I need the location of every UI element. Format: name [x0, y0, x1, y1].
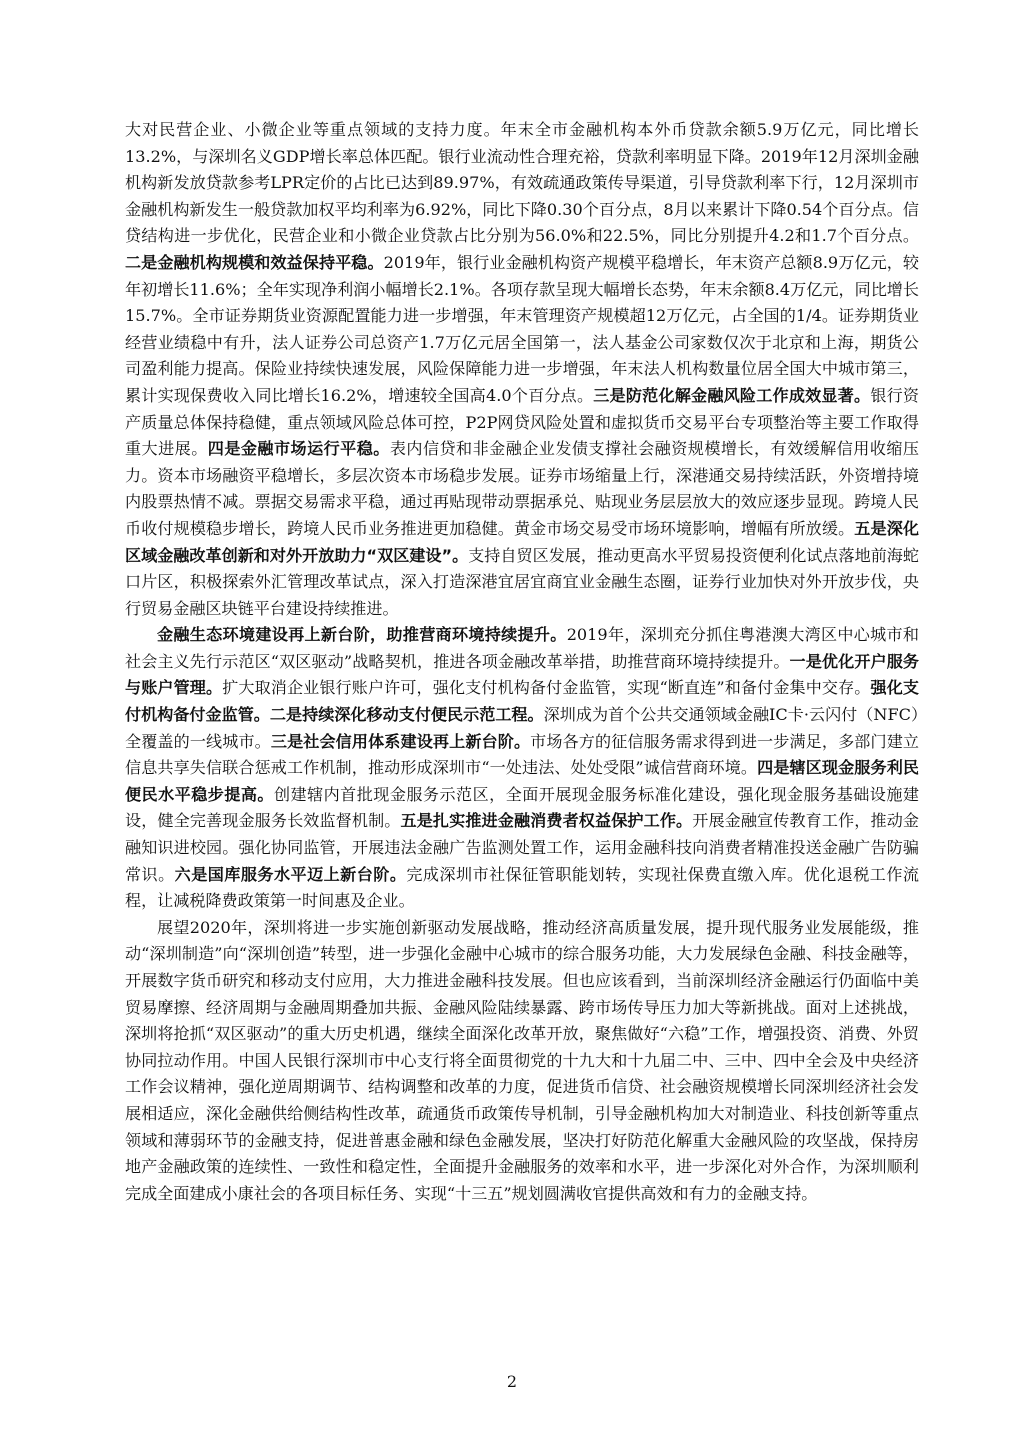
- body-text: [125, 117, 919, 1207]
- body-text-segment: 创建辖内首批现金服务示范区，全面开展现金服务标准化建设，强化现金服务基础设施建设，健全完善现金服务长效监督机制。: [125, 784, 920, 831]
- paragraph: [125, 915, 919, 1208]
- bold-heading-text: 三是社会信用体系建设再上新台阶。: [270, 731, 531, 751]
- bold-heading-text: 三是防范化解金融风险工作成效显著。: [593, 385, 871, 405]
- bold-heading-text: 二是金融机构规模和效益保持平稳。: [125, 252, 384, 272]
- body-text-segment: 银行资产质量总体保持稳健，重点领域风险总体可控，P2P网贷风险处置和虚拟货币交易平台专项整治等主要工作取得重大进展。: [125, 385, 919, 459]
- bold-heading-text: 五是扎实推进金融消费者权益保护工作。: [400, 811, 693, 831]
- bold-heading-text: 六是国库服务水平迈上新台阶。: [174, 864, 407, 884]
- body-text-segment: 市场各方的征信服务需求得到进一步满足，多部门建立信息共享失信联合惩戒工作机制，推动形成深圳市“一处违法、处处受限”诚信营商环境。: [125, 731, 920, 778]
- paragraph: [125, 117, 919, 622]
- body-text-segment: 支持自贸区发展，推动更高水平贸易投资便利化试点落地前海蛇口片区，积极探索外汇管理改革试点，深入打造深港宜居宜商宜业金融生态圈，证券行业加快对外开放步伐，央行贸易金融区块链平台建设持续推进。: [125, 545, 920, 618]
- body-text-segment: 展望2020年，深圳将进一步实施创新驱动发展战略，推动经济高质量发展，提升现代服务业发展能级，推动“深圳制造”向“深圳创造”转型，进一步强化金融中心城市的综合服务功能，大力发展绿色金融、科技金融等，开展数字货币研究和移动支付应用，大力推进金融科技发展。但也应该看到，当前深圳经济金融运行仍面临中美贸易摩擦、经济周期与金融周期叠加共振、金融风险陆续暴露、跨市场传导压力加大等新挑战。面对上述挑战，深圳将抢抓“双区驱动”的重大历史机遇，继续全面深化改革开放，聚焦做好“六稳”工作，增强投资、消费、外贸协同拉动作用。中国人民银行深圳市中心支行将全面贯彻党的十九大和十九届二中、三中、四中全会及中央经济工作会议精神，强化逆周期调节、结构调整和改革的力度，促进货币信贷、社会融资规模增长同深圳经济社会发展相适应，深化金融供给侧结构性改革，疏通货币政策传导机制，引导金融机构加大对制造业、科技创新等重点领域和薄弱环节的金融支持，促进普惠金融和绿色金融发展，坚决打好防范化解重大金融风险的攻坚战，保持房地产金融政策的连续性、一致性和稳定性，全面提升金融服务的效率和水平，进一步深化对外合作，为深圳顺利完成全面建成小康社会的各项目标任务、实现“十三五”规划圆满收官提供高效和有力的金融支持。: [125, 917, 919, 1203]
- body-text-segment: 表内信贷和非金融企业发债支撑社会融资规模增长，有效缓解信用收缩压力。资本市场融资平稳增长，多层次资本市场稳步发展。证券市场缩量上行，深港通交易持续活跃，外资增持境内股票热情不减。票据交易需求平稳，通过再贴现带动票据承兑、贴现业务层层放大的效应逐步显现。跨境人民币收付规模稳步增长，跨境人民币业务推进更加稳健。黄金市场交易受市场环境影响，增幅有所放缓。: [125, 439, 920, 538]
- body-text-segment: 扩大取消企业银行账户许可，强化支付机构备付金监管，实现“断直连”和备付金集中交存。: [222, 678, 871, 698]
- body-text-segment: 开展金融宣传教育工作，推动金融知识进校园。强化协同监管，开展违法金融广告监测处置工作，运用金融科技向消费者精准投送金融广告防骗常识。: [125, 811, 920, 884]
- body-text-segment: 2019年，银行业金融机构资产规模平稳增长，年末资产总额8.9万亿元，较年初增长11.6%；全年实现净利润小幅增长2.1%。各项存款呈现大幅增长态势，年末余额8.4万亿元，同比增长15.7%。全市证券期货业资源配置能力进一步增强，年末管理资产规模超12万亿元，占全国的1/4。证券期货业经营业绩稳中有升，法人证券公司总资产1.7万亿元居全国第一，法人基金公司家数仅次于北京和上海，期货公司盈利能力提高。保险业持续快速发展，风险保障能力进一步增强，年末法人机构数量位居全国大中城市第三，累计实现保费收入同比增长16.2%，增速较全国高4.0个百分点。: [125, 252, 919, 405]
- paragraph: [125, 622, 919, 915]
- bold-heading-text: 四是辖区现金服务利民便民水平稳步提高。: [125, 758, 919, 804]
- page-number: 2: [506, 1372, 518, 1391]
- bold-heading-text: 一是优化开户服务与账户管理。: [125, 651, 919, 698]
- bold-heading-text: 五是深化区域金融改革创新和对外开放助力“双区建设”。: [125, 518, 920, 565]
- body-text-segment: 完成深圳市社保征管职能划转，实现社保费直缴入库。优化退税工作流程，让减税降费政策第一时间惠及企业。: [125, 864, 920, 911]
- bold-heading-text: 强化支付机构备付金监管。二是持续深化移动支付便民示范工程。: [125, 678, 920, 725]
- body-text-segment: 2019年，深圳充分抓住粤港澳大湾区中心城市和社会主义先行示范区“双区驱动”战略契机，推进各项金融改革举措，助推营商环境持续提升。: [125, 625, 919, 671]
- body-text-segment: 大对民营企业、小微企业等重点领域的支持力度。年末全市金融机构本外币贷款余额5.9万亿元，同比增长13.2%，与深圳名义GDP增长率总体匹配。银行业流动性合理充裕，贷款利率明显下降。2019年12月深圳金融机构新发放贷款参考LPR定价的占比已达到89.97%，有效疏通政策传导渠道，引导贷款利率下行，12月深圳市金融机构新发生一般贷款加权平均利率为6.92%，同比下降0.30个百分点，8月以来累计下降0.54个百分点。信贷结构进一步优化，民营企业和小微企业贷款占比分别为56.0%和22.5%，同比分别提升4.2和1.7个百分点。: [125, 120, 919, 246]
- body-text-segment: 深圳成为首个公共交通领域金融IC卡·云闪付（NFC）全覆盖的一线城市。: [125, 705, 919, 751]
- bold-heading-text: 四是金融市场运行平稳。: [207, 439, 390, 459]
- bold-heading-text: 金融生态环境建设再上新台阶，助推营商环境持续提升。: [157, 625, 567, 645]
